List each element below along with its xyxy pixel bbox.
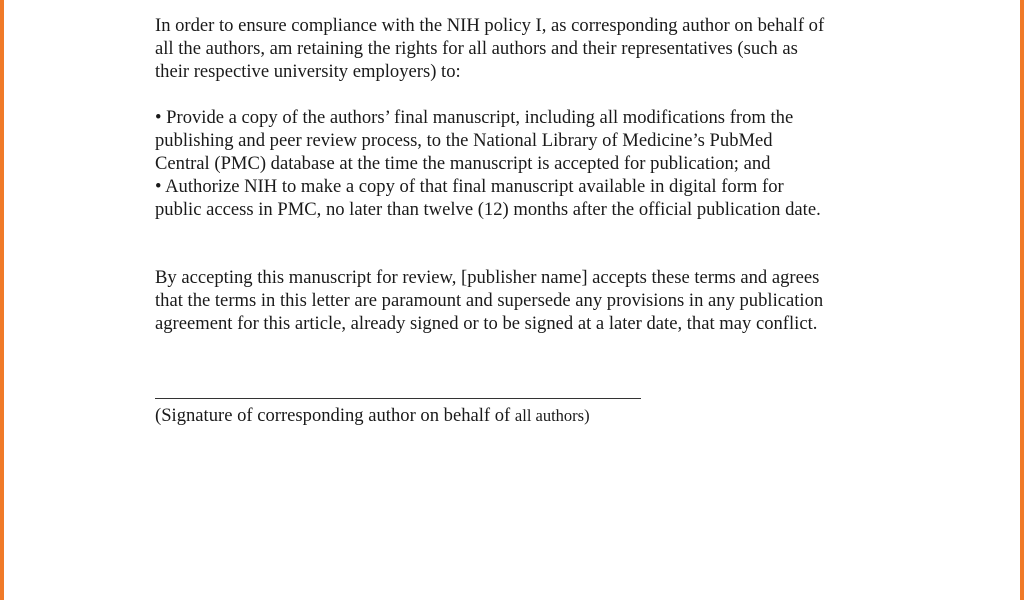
signature-caption xyxy=(155,404,590,427)
signature-caption-main: (Signature of corresponding author on behalf of xyxy=(155,405,515,426)
acceptance-paragraph: By accepting this manuscript for review, [publisher name] accepts these terms and agrees that the terms in this letter are paramount and supersede any provisions in any publication agreement for this article, already signed or to be signed at a later date, that may conflict. xyxy=(155,267,824,334)
page-border-left xyxy=(0,0,4,600)
rights-bullet-list xyxy=(155,106,895,221)
signature-line xyxy=(155,398,641,399)
intro-paragraph: In order to ensure compliance with the NIH policy I, as corresponding author on behalf of all the authors, am retaining the rights for all authors and their representatives (such as their respective university employers) to: xyxy=(155,15,825,82)
letter-body xyxy=(155,14,895,335)
signature-caption-small: all authors) xyxy=(514,406,590,425)
bullet-item-pmc-copy: • Provide a copy of the authors’ final manuscript, including all modifications from the publishing and peer review process, to the National Library of Medicine’s PubMed Central (PMC) database at the time the manuscript is accepted for publication; and xyxy=(155,107,794,174)
bullet-item-public-access: • Authorize NIH to make a copy of that final manuscript available in digital form for public access in PMC, no later than twelve (12) months after the official publication date. xyxy=(155,176,821,220)
page-border-right xyxy=(1020,0,1024,600)
